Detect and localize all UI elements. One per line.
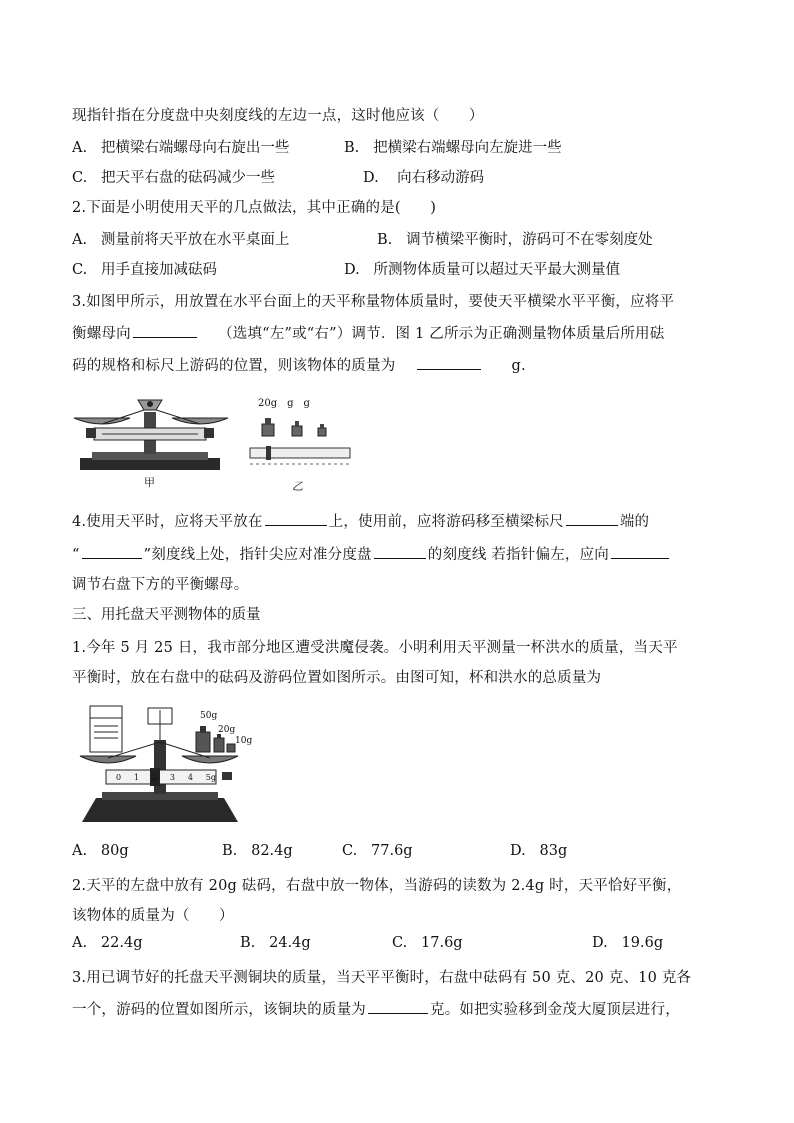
option-d: D. 所测物体质量可以超过天平最大测量值 — [344, 262, 621, 278]
balance-figure-jia — [72, 384, 232, 489]
question-2-stem: 2.下面是小明使用天平的几点做法，其中正确的是( ) — [72, 200, 437, 216]
question-3-line2: 衡螺母向 （选填“左”或“右”）调节．图 1 乙所示为正确测量物体质量后所用砝 — [72, 322, 664, 343]
question-2-line1: 2.天平的左盘中放有 20g 砝码，右盘中放一物体，当游码的读数为 2.4g 时，天平恰好平衡， — [72, 878, 682, 894]
option-a: A. 80g — [72, 843, 129, 859]
question-1-line2: 平衡时，放在右盘中的砝码及游码位置如图所示。由图可知，杯和洪水的总质量为 — [72, 670, 602, 686]
answer-blank — [368, 998, 428, 1014]
figure-label-jia: 甲 — [144, 476, 155, 489]
balance-figure — [72, 698, 253, 828]
question-4-line2: “ ”刻度线上处，指针尖应对准分度盘 的刻度线 若指针偏左，应向 — [72, 543, 671, 564]
weights-label: 20g g g — [258, 398, 310, 409]
option-c: C. 77.6g — [342, 843, 413, 859]
section-heading: 三、用托盘天平测物体的质量 — [72, 607, 261, 623]
option-b: B. 调节横梁平衡时，游码可不在零刻度处 — [377, 232, 653, 248]
option-a: A. 把横梁右端螺母向右旋出一些 — [72, 140, 290, 156]
option-a: A. 22.4g — [72, 935, 143, 951]
option-a: A. 测量前将天平放在水平桌面上 — [72, 232, 290, 248]
option-c: C. 用手直接加减砝码 — [72, 262, 218, 278]
option-c: C. 17.6g — [392, 935, 463, 951]
option-d: D. 19.6g — [592, 935, 664, 951]
question-4-line1: 4.使用天平时，应将天平放在 上，使用前，应将游码移至横梁标尺 端的 — [72, 510, 649, 531]
option-b: B. 24.4g — [240, 935, 311, 951]
answer-blank — [611, 543, 669, 559]
answer-blank — [566, 510, 618, 526]
scale-labels: 0 1 2 3 4 5g — [116, 773, 216, 782]
weight-label-50g: 50g — [200, 711, 218, 721]
question-2-line2: 该物体的质量为（ ） — [72, 908, 234, 924]
answer-blank — [374, 543, 426, 559]
option-c: C. 把天平右盘的砝码减少一些 — [72, 170, 276, 186]
weight-label-10g: 10g — [235, 736, 253, 746]
option-d: D. 向右移动游码 — [363, 170, 485, 186]
weights-figure-yi — [248, 394, 358, 493]
option-b: B. 把横梁右端螺母向左旋进一些 — [344, 140, 562, 156]
answer-blank — [265, 510, 327, 526]
weight-label-20g: 20g — [218, 725, 236, 735]
question-3-line1: 3.如图甲所示，用放置在水平台面上的天平称量物体质量时，要使天平横梁水平平衡，应将平 — [72, 294, 675, 310]
option-b: B. 82.4g — [222, 843, 293, 859]
answer-blank — [417, 354, 481, 370]
question-1-line1: 1.今年 5 月 25 日，我市部分地区遭受洪魔侵袭。小明利用天平测量一杯洪水的质量，当天平 — [72, 640, 678, 656]
question-3-line2: 一个，游码的位置如图所示，该铜块的质量为 克。如把实验移到金茂大厦顶层进行， — [72, 998, 680, 1019]
question-stem-tail: 现指针指在分度盘中央刻度线的左边一点，这时他应该（ ） — [72, 108, 484, 124]
figure-label-yi: 乙 — [292, 480, 303, 493]
question-3-line3: 码的规格和标尺上游码的位置，则该物体的质量为 g. — [72, 354, 526, 375]
question-4-line3: 调节右盘下方的平衡螺母。 — [72, 577, 249, 593]
option-d: D. 83g — [510, 843, 568, 859]
answer-blank — [82, 543, 142, 559]
answer-blank — [133, 322, 197, 338]
question-3-line1: 3.用已调节好的托盘天平测铜块的质量，当天平平衡时，右盘中砝码有 50 克、20 克、10 克各 — [72, 970, 692, 986]
